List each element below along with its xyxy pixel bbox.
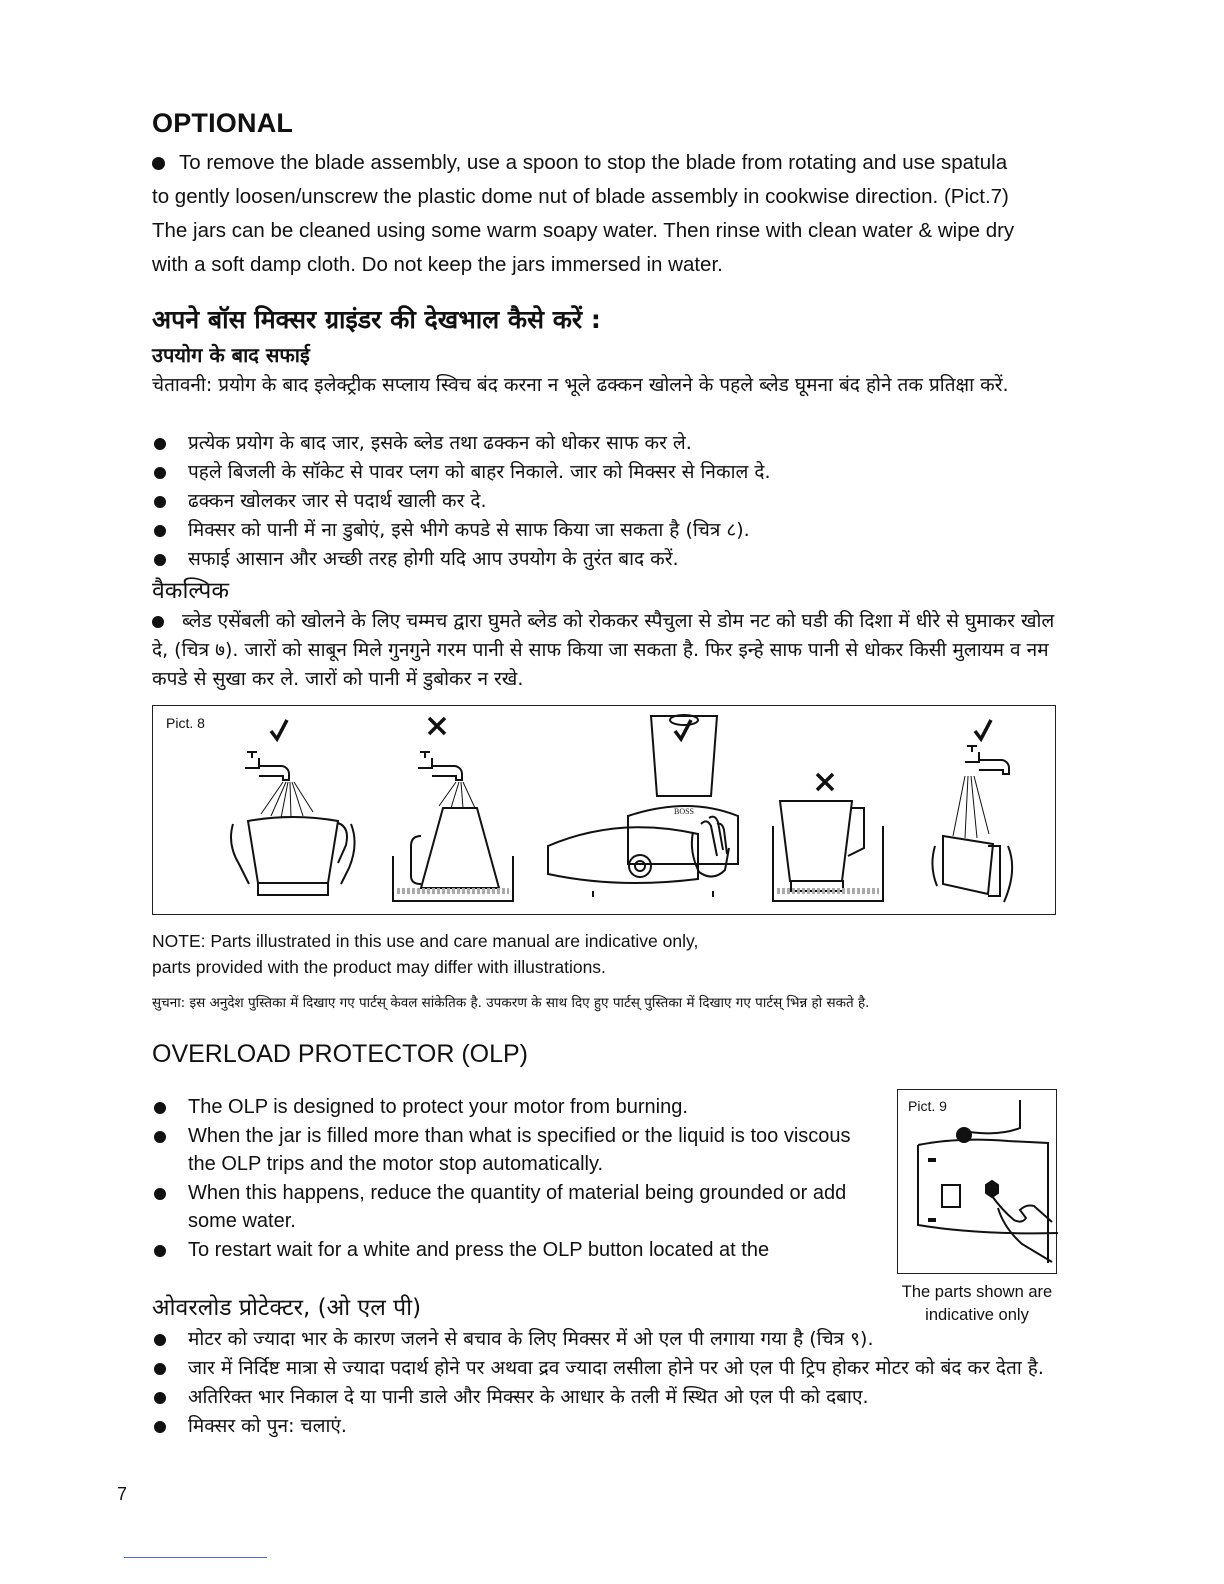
list-item: To restart wait for a white and press the OLP button located at the <box>152 1236 852 1265</box>
pict-9-illustration <box>897 1089 1057 1274</box>
optional-line-2: to gently loosen/unscrew the plastic dome nut of blade assembly in cookwise direction. (Pict.7) <box>152 185 1009 208</box>
pict-8-illustration <box>152 705 1056 915</box>
jar-icon <box>393 808 513 901</box>
list-item: सफाई आसान और अच्छी तरह होगी यदि आप उपयोग के तुरंत बाद करें. <box>152 545 1062 574</box>
hindi-care-subheading: उपयोग के बाद सफाई <box>152 343 310 367</box>
hindi-care-list <box>152 429 1062 574</box>
note-line-1: NOTE: Parts illustrated in this use and care manual are indicative only, <box>152 931 699 951</box>
pict-9-caption: The parts shown are indicative only <box>901 1283 1053 1324</box>
tap-icon <box>245 752 313 818</box>
jar-icon <box>932 836 1012 902</box>
hindi-care-heading: अपने बॉस मिक्सर ग्राइंडर की देखभाल कैसे करें : <box>152 305 601 334</box>
check-icon <box>675 720 691 739</box>
check-icon <box>975 720 991 739</box>
list-item: पहले बिजली के सॉकेट से पावर प्लग को बाहर निकाले. जार को मिक्सर से निकाल दे. <box>152 458 1062 487</box>
olp-heading: OVERLOAD PROTECTOR (OLP) <box>152 1040 528 1068</box>
jar-icon <box>231 817 355 895</box>
boss-brand-label: BOSS <box>673 807 695 816</box>
olp-button-icon <box>986 1181 998 1197</box>
hindi-warning: चेतावनी: प्रयोग के बाद इलेक्ट्रीक सप्लाय स्विच बंद करना न भूले ढक्कन खोलने के पहले ब्लेड घूमना बंद होने तक प्रतिक्षा करें. <box>152 374 1009 396</box>
optional-paragraph <box>152 146 1058 282</box>
page-number: 7 <box>117 1484 128 1504</box>
list-item: अतिरिक्त भार निकाल दे या पानी डाले और मिक्सर के आधार के तली में स्थित ओ एल पी को दबाए. <box>152 1383 1062 1412</box>
olp-hindi-list <box>152 1325 1062 1441</box>
jar-icon <box>773 801 883 901</box>
tap-icon <box>953 746 1009 838</box>
list-item: The OLP is designed to protect your motor from burning. <box>152 1093 852 1122</box>
optional-line-4: with a soft damp cloth. Do not keep the jars immersed in water. <box>152 253 723 276</box>
olp-hindi-heading: ओवरलोड प्रोटेक्टर, (ओ एल पी) <box>152 1295 422 1321</box>
list-item: मिक्सर को पानी में ना डुबोएं, इसे भीगे कपडे से साफ किया जा सकता है (चित्र ८). <box>152 516 1062 545</box>
knob-icon <box>957 1128 971 1142</box>
cross-icon <box>429 718 445 734</box>
pict-8-drawing <box>153 706 1057 916</box>
bullet-dot <box>152 616 164 628</box>
optional-line-3: The jars can be cleaned using some warm soapy water. Then rinse with clean water & wipe dry <box>152 219 1015 242</box>
list-item: When this happens, reduce the quantity of material being grounded or add some water. <box>152 1179 852 1236</box>
list-item: When the jar is filled more than what is specified or the liquid is too viscous the OLP trips and the motor stop automatically. <box>152 1122 852 1179</box>
socket-icon <box>942 1185 960 1207</box>
olp-list <box>152 1093 852 1264</box>
pict-9-drawing <box>898 1090 1058 1275</box>
list-item: प्रत्येक प्रयोग के बाद जार, इसके ब्लेड तथा ढक्कन को धोकर साफ कर ले. <box>152 429 1062 458</box>
optional-heading: OPTIONAL <box>152 108 294 138</box>
bullet-dot <box>152 157 165 170</box>
hindi-optional-heading: वैकल्पिक <box>152 578 230 604</box>
mixer-icon <box>548 715 738 897</box>
cross-icon <box>817 774 833 790</box>
note-block <box>152 928 852 980</box>
check-icon <box>271 720 287 739</box>
pict-8-label: Pict. 8 <box>166 715 205 731</box>
list-item: जार में निर्दिष्ट मात्रा से ज्यादा पदार्थ होने पर अथवा द्रव ज्यादा लसीला होने पर ओ एल पी ट्रिप होकर मोटर को बंद कर देता है. <box>152 1354 1062 1383</box>
note-line-2: parts provided with the product may differ with illustrations. <box>152 957 606 977</box>
list-item: मोटर को ज्यादा भार के कारण जलने से बचाव के लिए मिक्सर में ओ एल पी लगाया गया है (चित्र ९). <box>152 1325 1062 1354</box>
note-hindi: सुचना: इस अनुदेश पुस्तिका में दिखाए गए पार्टस् केवल सांकेतिक है. उपकरण के साथ दिए हुए पार्टस् पुस्तिका में दिखाए गए पार्टस् भिन्न हो सकते है. <box>152 995 870 1011</box>
tap-icon <box>418 752 475 808</box>
footer-rule <box>124 1557 267 1558</box>
list-item: ढक्कन खोलकर जार से पदार्थ खाली कर दे. <box>152 487 1062 516</box>
optional-bullet-line: To remove the blade assembly, use a spoon to stop the blade from rotating and use spatula <box>152 146 1058 180</box>
hand-icon <box>992 1196 1052 1262</box>
list-item: मिक्सर को पुन: चलाएं. <box>152 1412 1062 1441</box>
pict-9-label: Pict. 9 <box>908 1098 947 1114</box>
hindi-optional-text: ब्लेड एसेंबली को खोलने के लिए चम्मच द्वारा घुमते ब्लेड को रोककर स्पैचुला से डोम नट को घडी की दिशा में धीरे से घुमाकर खोल दे, (चित्र ७). जारों को साबून मिले गुनगुने गरम पानी से साफ किया जा सकता है. फिर इन्हे साफ पानी से धोकर किसी मुलायम व नम कपडे से सुखा कर ले. जारों को पानी में डुबोकर न रखे. <box>152 610 1055 690</box>
